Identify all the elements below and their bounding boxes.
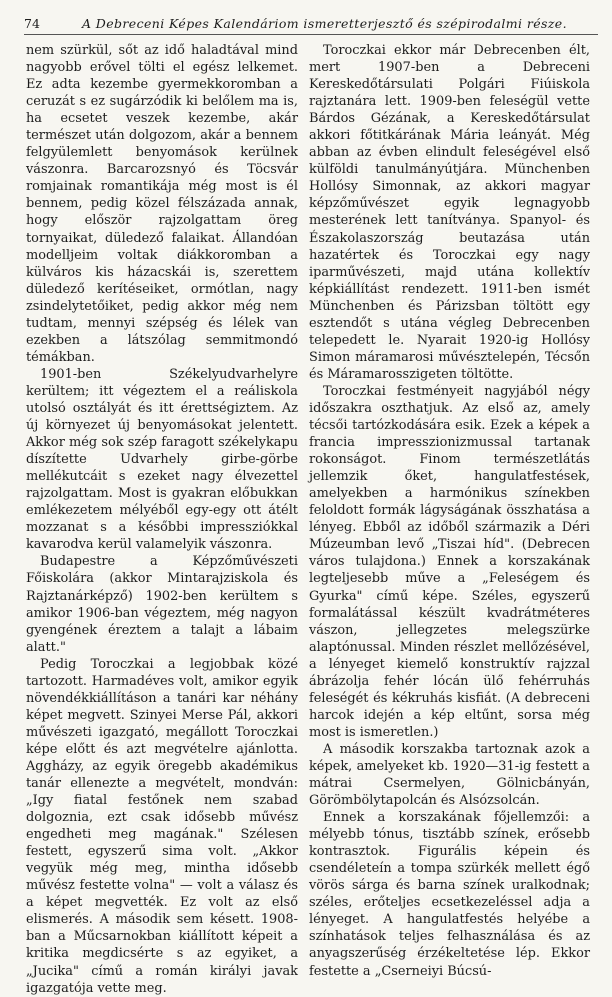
page-number: 74 bbox=[24, 16, 40, 31]
running-title: A Debreceni Képes Kalendáriom ismeretterjesztő és szépirodalmi része. bbox=[82, 16, 567, 31]
paragraph: Budapestre a Képzőművészeti Főiskolára (akkor Mintarajziskola és Rajztanárképző) 1902-ben kerültem s amikor 1906-ban végeztem, még nagyon gyengének éreztem a talajt a lábaim alatt." bbox=[26, 554, 298, 655]
paragraph: A második korszakba tartoznak azok a képek, amelyeket kb. 1920—31-ig festett a mátrai Csermelyen, Gölnicbányán, Görömbölytapolcán és Alsózsolcán. bbox=[309, 741, 590, 809]
right-column bbox=[309, 42, 590, 980]
left-column bbox=[26, 42, 298, 997]
paragraph: Toroczkai ekkor már Debrecenben élt, mert 1907-ben a Debreceni Kereskedőtársulati Polgári Fiúiskola rajztanára lett. 1909-ben feleségül vette Bárdos Gézának, a Kereskedőtársulat akkori főtitkárának Mária leányát. Még abban az évben elindult feleségével első külföldi tanulmányútjára. Münchenben Hollósy Simonnak, az akkori magyar képzőművészet egyik legnagyobb mesterének lett tanítványa. Spanyol- és Északolaszország beutazása után hazatértek és Toroczkai egy nagy iparművészeti, majd utána kollektív képkiállítást rendezett. 1911-ben ismét Münchenben és Párizsban töltött egy esztendőt s utána végleg Debrecenben telepedett le. Nyarait 1920-ig Hollósy Simon máramarosi művésztelepén, Técsőn és Máramarosszigeten töltötte. bbox=[309, 43, 590, 382]
paragraph: Toroczkai festményeit nagyjából négy időszakra oszthatjuk. Az első az, amely técsői tartózkodására esik. Ezek a képek a francia impresszionizmussal tartanak rokonságot. Finom természetlátás jellemzik őket, hangulatfestések, amelyekben a harmónikus színekben feloldott formák lágyságának összhatása a lényeg. Ebből az időből származik a Déri Múzeumban levő „Tiszai híd". (Debrecen város tulajdona.) Ennek a korszakának legteljesebb műve a „Feleségem és Gyurka" című képe. Széles, egyszerű formalátással készült kvadrátméteres vászon, jellegzetes melegszürke alaptónussal. Minden részlet mellőzésével, a lényeget kiemelő konstruktív rajzzal ábrázolja fehér lócán ülő fehérruhás feleségét és kékruhás kisfiát. (A debreceni harcok idején a kép eltűnt, sorsa még most is ismeretlen.) bbox=[309, 383, 590, 740]
paragraph: nem szürkül, sőt az idő haladtával mind nagyobb erővel tölti el egész lelkemet. Ez adta kezembe gyermekkoromban a ceruzát s ez sugárzódik ki belőlem ma is, ha ecsetet veszek kezembe, akár természet után dolgozom, akár a bennem felgyülemlett benyomások kerülnek vászonra. Barcarozsnyó és Töcsvár romjainak romantikája még most is él bennem, pedig közel félszázada annak, hogy először rajzolgattam öreg tornyaikat, düledező falaikat. Állandóan modelljeim voltak diákkoromban a külváros kis házacskái is, szerettem düledező kerítéseiket, ormótlan, nagy zsindelytetőiket, pedig akkor még nem tudtam, mennyi szépség és lélek van ezekben a látszólag semmitmondó témákban. bbox=[26, 43, 298, 365]
paragraph: Ennek a korszakának főjellemzői: a mélyebb tónus, tisztább színek, erősebb kontrasztok. Figurális képein és csendéleteín a tompa szürkék mellett égő vörös sárga és barna színek uralkodnak; széles, erőteljes ecsetkezeléssel adja a lényeget. A hangulatfestés helyébe a színhatások teljes felhasználása és az anyagszerűség érzékeltetése lép. Ekkor festette a „Cserneiyi Búcsú- bbox=[309, 810, 590, 979]
paragraph: Pedig Toroczkai a legjobbak közé tartozott. Harmadéves volt, amikor egyik növendékkiállításon a tanári kar néhány képet megvett. Szinyei Merse Pál, akkori művészeti igazgató, megállott Toroczkai képe előtt és azt megvételre ajánlotta. Aggházy, az egyik öregebb akadémikus tanár ellenezte a megvételt, mondván: „Igy fiatal festőnek nem szabad dolgoznia, ezt csak idősebb művész engedheti meg magának." Szélesen festett, egyszerű sima volt. „Akkor vegyük még meg, mintha idősebb művész festette volna" — volt a válasz és a képet megvették. Ez volt az első elismerés. A második sem késett. 1908-ban a Műcsarnokban kiállított képeit a kritika megdicsérte s az egyiket, a „Jucika" című a román királyi javak igazgatója vette meg. bbox=[26, 656, 298, 996]
running-header bbox=[24, 14, 598, 35]
paragraph: 1901-ben Székelyudvarhelyre kerültem; itt végeztem el a reáliskola utolsó osztályát és itt érettségiztem. Az új környezet új benyomásokat jelentett. Akkor még sok szép faragott székelykapu díszítette Udvarhely girbe-görbe mellékutcáit s ezeket nagy élvezettel rajzolgattam. Most is gyakran előbukkan emlékezetem mélyéből egy-egy ott átélt mozzanat s a későbbi impressziókkal kavarodva kerül valamelyik vászonra. bbox=[26, 366, 298, 553]
